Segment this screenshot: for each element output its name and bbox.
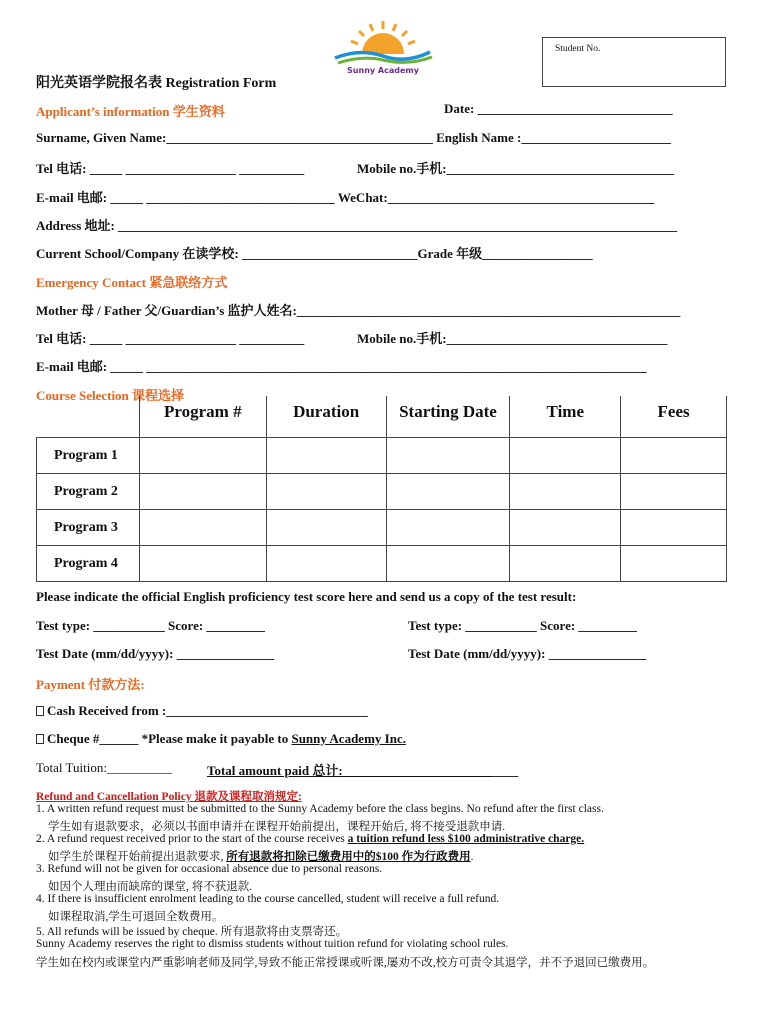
total-tuition-field[interactable]: Total Tuition:__________	[36, 760, 172, 775]
refund-item-1-cn: 学生如有退款要求，必须以书面申请并在课程开始前提出，课程开始后, 将不接受退款申请.	[48, 821, 506, 833]
column-header: Program #	[139, 396, 266, 438]
cash-label: Cash Received from :_______________________________	[47, 703, 368, 718]
test-type-field-2[interactable]: Test type: ___________ Score: _________	[408, 618, 637, 633]
refund-item-1: 1. A written refund request must be submitted to the Sunny Academy before the class begins. No refund after the first class.	[36, 803, 604, 815]
column-header: Duration	[266, 396, 386, 438]
table-cell[interactable]	[386, 546, 510, 582]
total-paid-tail: ____	[492, 763, 519, 778]
refund-item-2	[36, 833, 584, 845]
cash-option[interactable]	[36, 703, 368, 719]
applicant-heading: Applicant’s information 学生资料	[36, 104, 225, 119]
sun-icon	[351, 21, 415, 54]
sunny-academy-logo	[330, 18, 435, 76]
school-grade-field[interactable]: Current School/Company 在读学校: ___________________________Grade 年级_________________	[36, 246, 593, 261]
test-type-field-1[interactable]: Test type: ___________ Score: _________	[36, 618, 265, 633]
form-title	[36, 72, 276, 92]
refund-item-6-cn: 学生如在校内或课堂内严重影响老师及同学,导致不能正常授课或听课,屡劝不改,校方可责令其退学，并不予退回已缴费用。	[36, 957, 655, 969]
form-title-english: Registration Form	[165, 76, 277, 91]
address-field[interactable]: Address 地址: ______________________________________________________________________________________	[36, 218, 678, 233]
test-date-field-2[interactable]: Test Date (mm/dd/yyyy): _______________	[408, 646, 647, 661]
column-header: Time	[510, 396, 621, 438]
payment-heading: Payment 付款方法:	[36, 677, 145, 692]
row-label: Program 1	[37, 438, 140, 474]
table-cell[interactable]	[139, 546, 266, 582]
name-field[interactable]: Surname, Given Name:_________________________________________ English Name :_______________________	[36, 130, 671, 145]
refund-heading: Refund and Cancellation Policy 退款及课程取消规定:	[36, 791, 302, 803]
refund-item-3-cn: 如因个人理由而缺席的课堂, 将不获退款.	[48, 881, 253, 893]
refund-item-3: 3. Refund will not be given for occasional absence due to personal reasons.	[36, 863, 383, 875]
refund-item-4-cn: 如课程取消,学生可退回全数费用。	[48, 911, 224, 923]
table-cell[interactable]	[621, 474, 727, 510]
table-cell[interactable]	[266, 510, 386, 546]
course-table	[36, 396, 727, 582]
cheque-label: Cheque #______ *Please make it payable to	[47, 731, 292, 746]
date-field[interactable]: Date: ______________________________	[444, 101, 673, 116]
logo-text: Sunny Academy	[347, 66, 419, 75]
table-row	[37, 546, 727, 582]
refund-item-2-text: 2. A refund request received prior to the start of the course receives	[36, 833, 348, 845]
test-instruction: Please indicate the official English proficiency test score here and send us a copy of the test result:	[36, 589, 577, 604]
student-no-box[interactable]	[542, 37, 726, 87]
student-no-label: Student No.	[555, 44, 601, 54]
table-cell[interactable]	[139, 474, 266, 510]
table-cell[interactable]	[621, 510, 727, 546]
table-row	[37, 510, 727, 546]
table-row	[37, 438, 727, 474]
table-cell[interactable]	[510, 510, 621, 546]
table-cell[interactable]	[266, 438, 386, 474]
table-cell[interactable]	[139, 438, 266, 474]
row-label: Program 4	[37, 546, 140, 582]
emergency-email-field[interactable]: E-mail 电邮: _____ _____________________________________________________________________________	[36, 359, 647, 374]
refund-item-5: 5. All refunds will be issued by cheque. 所有退款将由支票寄还。	[36, 926, 348, 938]
refund-item-2-cn-bold: 所有退款将扣除已缴费用中的$100 作为行政费用	[226, 851, 471, 863]
refund-item-4: 4. If there is insufficient enrolment leading to the course cancelled, student will receive a full refund.	[36, 893, 500, 905]
cash-checkbox[interactable]	[36, 706, 44, 716]
email-wechat-field[interactable]: E-mail 电邮: _____ _____________________________ WeChat:_________________________________________	[36, 190, 655, 205]
table-cell[interactable]	[621, 546, 727, 582]
emergency-mobile-field[interactable]: Mobile no.手机:__________________________________	[357, 331, 668, 346]
emergency-heading: Emergency Contact 紧急联络方式	[36, 275, 228, 290]
refund-item-2-cn-end: .	[470, 851, 474, 863]
cheque-option[interactable]	[36, 731, 406, 747]
refund-item-6: Sunny Academy reserves the right to dismiss students without tuition refund for violating school rules.	[36, 938, 509, 950]
table-cell[interactable]	[510, 438, 621, 474]
table-cell[interactable]	[510, 546, 621, 582]
table-header-row	[37, 396, 727, 438]
refund-item-2-cn-text: 如学生於课程开始前提出退款要求,	[48, 851, 227, 863]
column-header: Fees	[621, 396, 727, 438]
table-cell[interactable]	[266, 474, 386, 510]
form-title-chinese: 阳光英语学院报名表	[36, 76, 162, 91]
table-cell[interactable]	[621, 438, 727, 474]
table-cell[interactable]	[266, 546, 386, 582]
table-cell[interactable]	[386, 474, 510, 510]
emergency-tel-field[interactable]: Tel 电话: _____ _________________ __________	[36, 331, 305, 346]
refund-item-2-cn	[48, 848, 474, 864]
column-header: Starting Date	[386, 396, 510, 438]
table-corner	[37, 396, 140, 438]
table-row	[37, 474, 727, 510]
table-cell[interactable]	[139, 510, 266, 546]
tel-field[interactable]: Tel 电话: _____ _________________ __________	[36, 161, 305, 176]
row-label: Program 2	[37, 474, 140, 510]
test-date-field-1[interactable]: Test Date (mm/dd/yyyy): _______________	[36, 646, 275, 661]
guardian-field[interactable]: Mother 母 / Father 父/Guardian’s 监护人姓名:___________________________________________________________	[36, 303, 681, 318]
table-cell[interactable]	[386, 438, 510, 474]
total-paid-label: Total amount paid 总计:_______________________	[207, 763, 493, 778]
course-heading: Course Selection 课程选择	[36, 388, 185, 403]
refund-item-2-bold: a tuition refund less $100 administrative charge.	[347, 833, 585, 845]
table-cell[interactable]	[510, 474, 621, 510]
table-cell[interactable]	[386, 510, 510, 546]
mobile-field[interactable]: Mobile no.手机:___________________________________	[357, 161, 675, 176]
cheque-payee: Sunny Academy Inc.	[291, 731, 406, 746]
row-label: Program 3	[37, 510, 140, 546]
total-paid-field[interactable]	[207, 760, 518, 779]
cheque-checkbox[interactable]	[36, 734, 44, 744]
